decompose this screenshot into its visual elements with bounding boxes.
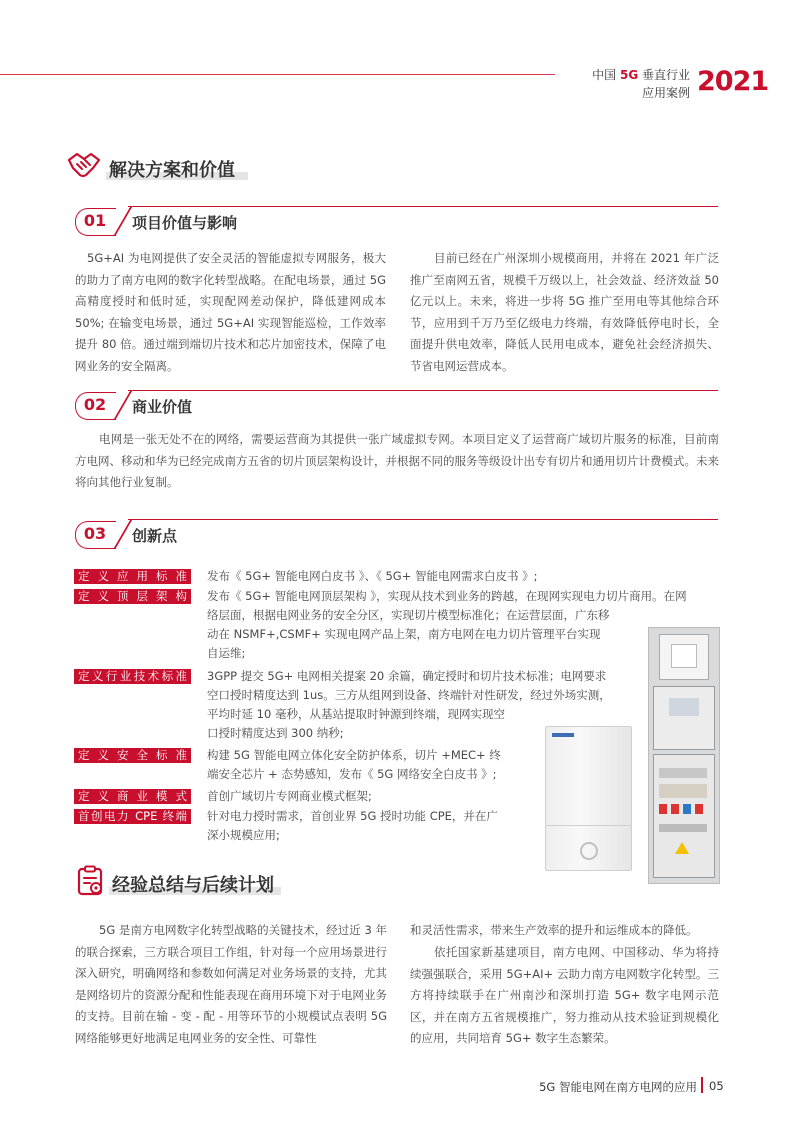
page-number: 05 xyxy=(709,1079,724,1093)
sub-title-03: 创新点 xyxy=(132,527,178,545)
sub-number-03: 03 xyxy=(83,524,107,543)
handshake-icon xyxy=(66,150,102,182)
clipboard-icon xyxy=(76,865,106,897)
sub-slash-01 xyxy=(113,206,132,236)
header-title-line2: 应用案例 xyxy=(641,86,690,100)
sub-title-01: 项目价值与影响 xyxy=(132,214,238,232)
tag-application-standard: 定义应用标准 xyxy=(74,569,191,584)
value-right-paragraph: 目前已经在广州深圳小规模商用，并将在 2021 年广泛推广至南网五省，规模千万级以上，社会效益、经济效益 50 亿元以上。未来，将进一步将 5G 推广至用电等其他综合环节，应用到千万乃至亿级电力终端，有效降低停电时长，全面提升供电效率，降低人民用电成本，避免社会经济损失、节省电网运营成本。 xyxy=(410,251,719,373)
tag-top-architecture: 定义顶层架构 xyxy=(74,589,191,604)
summary-left-paragraph: 5G 是南方电网数字化转型战略的关键技术，经过近 3 年的联合探索，三方联合项目工作组，针对每一个应用场景进行深入研究，明确网络和参数如何满足对业务场景的支持，尤其是网络切片的资源分配和性能表现在商用环境下对于电网业务的支持。目前在输 - 变 - 配 - 用等环节的小规模试点表明 5G 网络能够更好地满足电网业务的安全性、可靠性 xyxy=(75,923,387,1045)
tag-business-model: 定义商业模式 xyxy=(74,789,191,804)
footer-title: 5G 智能电网在南方电网的应用 xyxy=(539,1080,697,1094)
sub-number-01: 01 xyxy=(83,211,107,230)
sub-rule-02 xyxy=(128,390,718,391)
sub-rule-01 xyxy=(128,206,718,207)
sub-slash-03 xyxy=(113,519,132,549)
business-value-paragraph: 电网是一张无处不在的网络，需要运营商为其提供一张广域虚拟专网。本项目定义了运营商广域切片服务的标准，目前南方电网、移动和华为已经完成南方五省的切片顶层架构设计，并根据不同的服务等级设计出专有切片和通用切片计费模式。未来将向其他行业复制。 xyxy=(75,432,719,489)
sub-slash-02 xyxy=(113,390,132,420)
innovation-text-2: 发布《 5G+ 智能电网顶层架构 》，实现从技术到业务的跨越，在现网实现电力切片商用。在网 络层面，根据电网业务的安全分区，实现切片模型标准化；在运营层面，广东移 动在 NSMF+,CSMF+ 实现电网产品上架，南方电网在电力切片管理平台实现 自运维; xyxy=(207,589,687,660)
section-title-solution: 解决方案和价值 xyxy=(109,160,235,181)
innovation-text-6: 针对电力授时需求，首创业界 5G 授时功能 CPE，并在广 深小规模应用; xyxy=(207,809,498,842)
summary-right-paragraph-2: 依托国家新基建项目，南方电网、中国移动、华为将持续强强联合，采用 5G+AI+ 云助力南方电网数字化转型。三方将持续联手在广州南沙和深圳打造 5G+ 数字电网示范区，并在南方五省规模推广，努力推动从技术验证到规模化的应用，共同培育 5G+ 数字生态繁荣。 xyxy=(410,945,719,1045)
power-cabinet-image xyxy=(648,627,720,884)
sub-title-02: 商业价值 xyxy=(132,398,193,416)
summary-right-paragraph-1: 和灵活性需求，带来生产效率的提升和运维成本的降低。 xyxy=(410,923,698,937)
header-rule xyxy=(0,74,555,75)
tag-industry-tech-standard: 定义行业技术标准 xyxy=(74,669,191,684)
footer-divider xyxy=(701,1077,703,1093)
header-title-line1: 中国 5G 垂直行业 xyxy=(592,68,690,82)
value-left-paragraph: 5G+AI 为电网提供了安全灵活的智能虚拟专网服务，极大的助力了南方电网的数字化转型战略。在配电场景，通过 5G 高精度授时和低时延，实现配网差动保护，降低建网成本 50%; 在输变电场景，通过 5G+AI 实现智能巡检，工作效率提升 80 倍。通过端到端切片技术和芯片加密技术，保障了电网业务的安全隔离。 xyxy=(75,251,386,373)
innovation-text-3: 3GPP 提交 5G+ 电网相关提案 20 余篇，确定授时和切片技术标准；电网要求 空口授时精度达到 1us。三方从组网到设备、终端针对性研发，经过外场实测， 平均时延 10 毫秒，从基站提取时钟源到终端，现网实现空 口授时精度达到 300 纳秒; xyxy=(207,669,611,740)
sub-rule-03 xyxy=(128,519,718,520)
innovation-text-1: 发布《 5G+ 智能电网白皮书 》、《 5G+ 智能电网需求白皮书 》; xyxy=(207,569,538,583)
section-title-summary: 经验总结与后续计划 xyxy=(112,875,274,896)
cpe-device-image xyxy=(545,726,632,871)
innovation-text-4: 构建 5G 智能电网立体化安全防护体系，切片 +MEC+ 终 端安全芯片 + 态势感知，发布《 5G 网络安全白皮书 》; xyxy=(207,748,501,781)
header-year-logo: 2021 xyxy=(697,66,769,97)
sub-number-02: 02 xyxy=(83,395,107,414)
innovation-text-5: 首创广域切片专网商业模式框架; xyxy=(207,789,372,803)
tag-power-cpe: 首创电力 CPE 终端 xyxy=(74,809,191,824)
tag-security-standard: 定义安全标准 xyxy=(74,748,191,763)
